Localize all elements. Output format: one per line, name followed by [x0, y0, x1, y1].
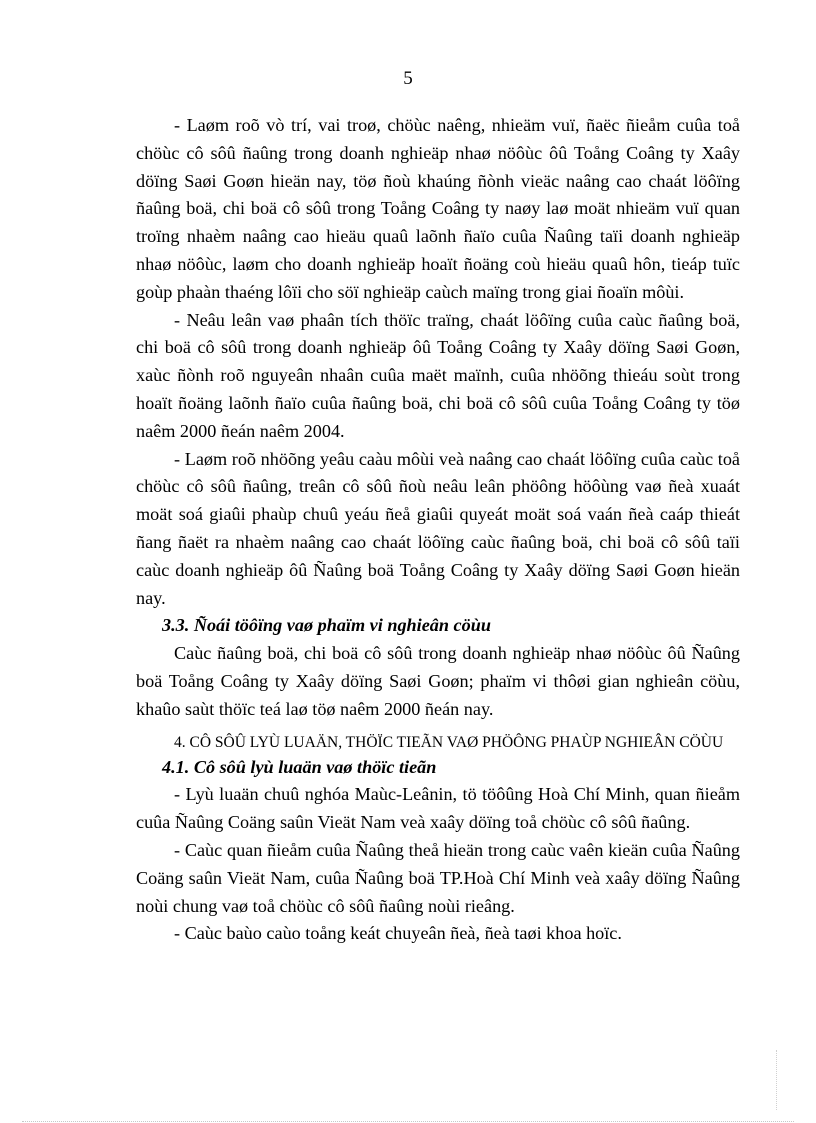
section-4-heading: 4. CÔ SÔÛ LYÙ LUAÄN, THÖÏC TIEÃN VAØ PHÖÔNG PHAÙP NGHIEÂN CÖÙU [174, 733, 724, 751]
paragraph-objective-2: - Neâu leân vaø phaân tích thöïc traïng, chaát löôïng cuûa caùc ñaûng boä, chi boä cô sôû trong doanh nghieäp ôû Toång Coâng ty Xaây döïng Saøi Goøn, xaùc ñònh roõ nguyeân nhaân cuûa maët maïnh, cuûa nhöõng thieáu soùt trong hoaït ñoäng laõnh ñaïo cuûa ñaûng boä, chi boä cô sôû cuûa Toång Coâng ty töø naêm 2000 ñeán naêm 2004. [136, 309, 740, 441]
section-3-3-heading: 3.3. Ñoái töôïng vaø phaïm vi nghieân cöùu [162, 615, 491, 636]
section-4-1-item-2: - Caùc quan ñieåm cuûa Ñaûng theå hieän trong caùc vaên kieän cuûa Ñaûng Coäng saûn Vieät Nam, cuûa Ñaûng boä TP.Hoà Chí Minh veà xaây döïng Ñaûng noùi chung vaø toå chöùc cô sôû ñaûng noùi rieâng. [136, 839, 740, 916]
section-4-1-item-1: - Lyù luaän chuû nghóa Maùc-Leânin, tö töôûng Hoà Chí Minh, quan ñieåm cuûa Ñaûng Coäng saûn Vieät Nam veà xaây döïng toå chöùc cô sôû ñaûng. [136, 784, 740, 833]
section-4-1-item-3: - Caùc baùo caùo toång keát chuyeân ñeà, ñeà taøi khoa hoïc. [174, 923, 622, 944]
page-number: 5 [403, 68, 413, 89]
document-body [136, 112, 740, 948]
paragraph-objective-1: - Laøm roõ vò trí, vai troø, chöùc naêng, nhieäm vuï, ñaëc ñieåm cuûa toå chöùc cô sôû ñaûng trong doanh nghieäp nhaø nöôùc ôû Toång Coâng ty Xaây döïng Saøi Goøn hieän nay, töø ñoù khaúng ñònh vieäc naâng cao chaát löôïng ñaûng boä, chi boä cô sôû trong Toång Coâng ty naøy laø moät nhieäm vuï quan troïng nhaèm naâng cao hieäu quaû laõnh ñaïo cuûa Ñaûng taïi doanh nghieäp nhaø nöôùc, laøm cho doanh nghieäp hoaït ñoäng coù hieäu quaû hôn, tieáp tuïc goùp phaàn thaéng lôïi cho söï nghieäp caùch maïng trong giai ñoaïn môùi. [136, 115, 740, 302]
paragraph-objective-3: - Laøm roõ nhöõng yeâu caàu môùi veà naâng cao chaát löôïng cuûa caùc toå chöùc cô sôû ñaûng, treân cô sôû ñoù neâu leân phöông höôùng vaø ñeà xuaát moät soá giaûi phaùp chuû yeáu ñeå giaûi quyeát moät soá vaán ñeà caáp thieát ñang ñaët ra nhaèm naâng cao chaát löôïng caùc ñaûng boä, chi boä cô sôû taïi caùc doanh nghieäp ôû Ñaûng boä Toång Coâng ty Xaây döïng Saøi Goøn hieän nay. [136, 448, 740, 608]
page-edge-rule [22, 1121, 794, 1122]
section-3-3-text: Caùc ñaûng boä, chi boä cô sôû trong doanh nghieäp nhaø nöôùc ôû Ñaûng boä Toång Coâng ty Xaây döïng Saøi Goøn; phaïm vi thôøi gian nghieân cöùu, khaûo saùt thöïc teá laø töø naêm 2000 ñeán nay. [136, 643, 740, 719]
margin-guide [776, 1050, 777, 1110]
section-4-1-heading: 4.1. Cô sôû lyù luaän vaø thöïc tieãn [162, 756, 437, 777]
